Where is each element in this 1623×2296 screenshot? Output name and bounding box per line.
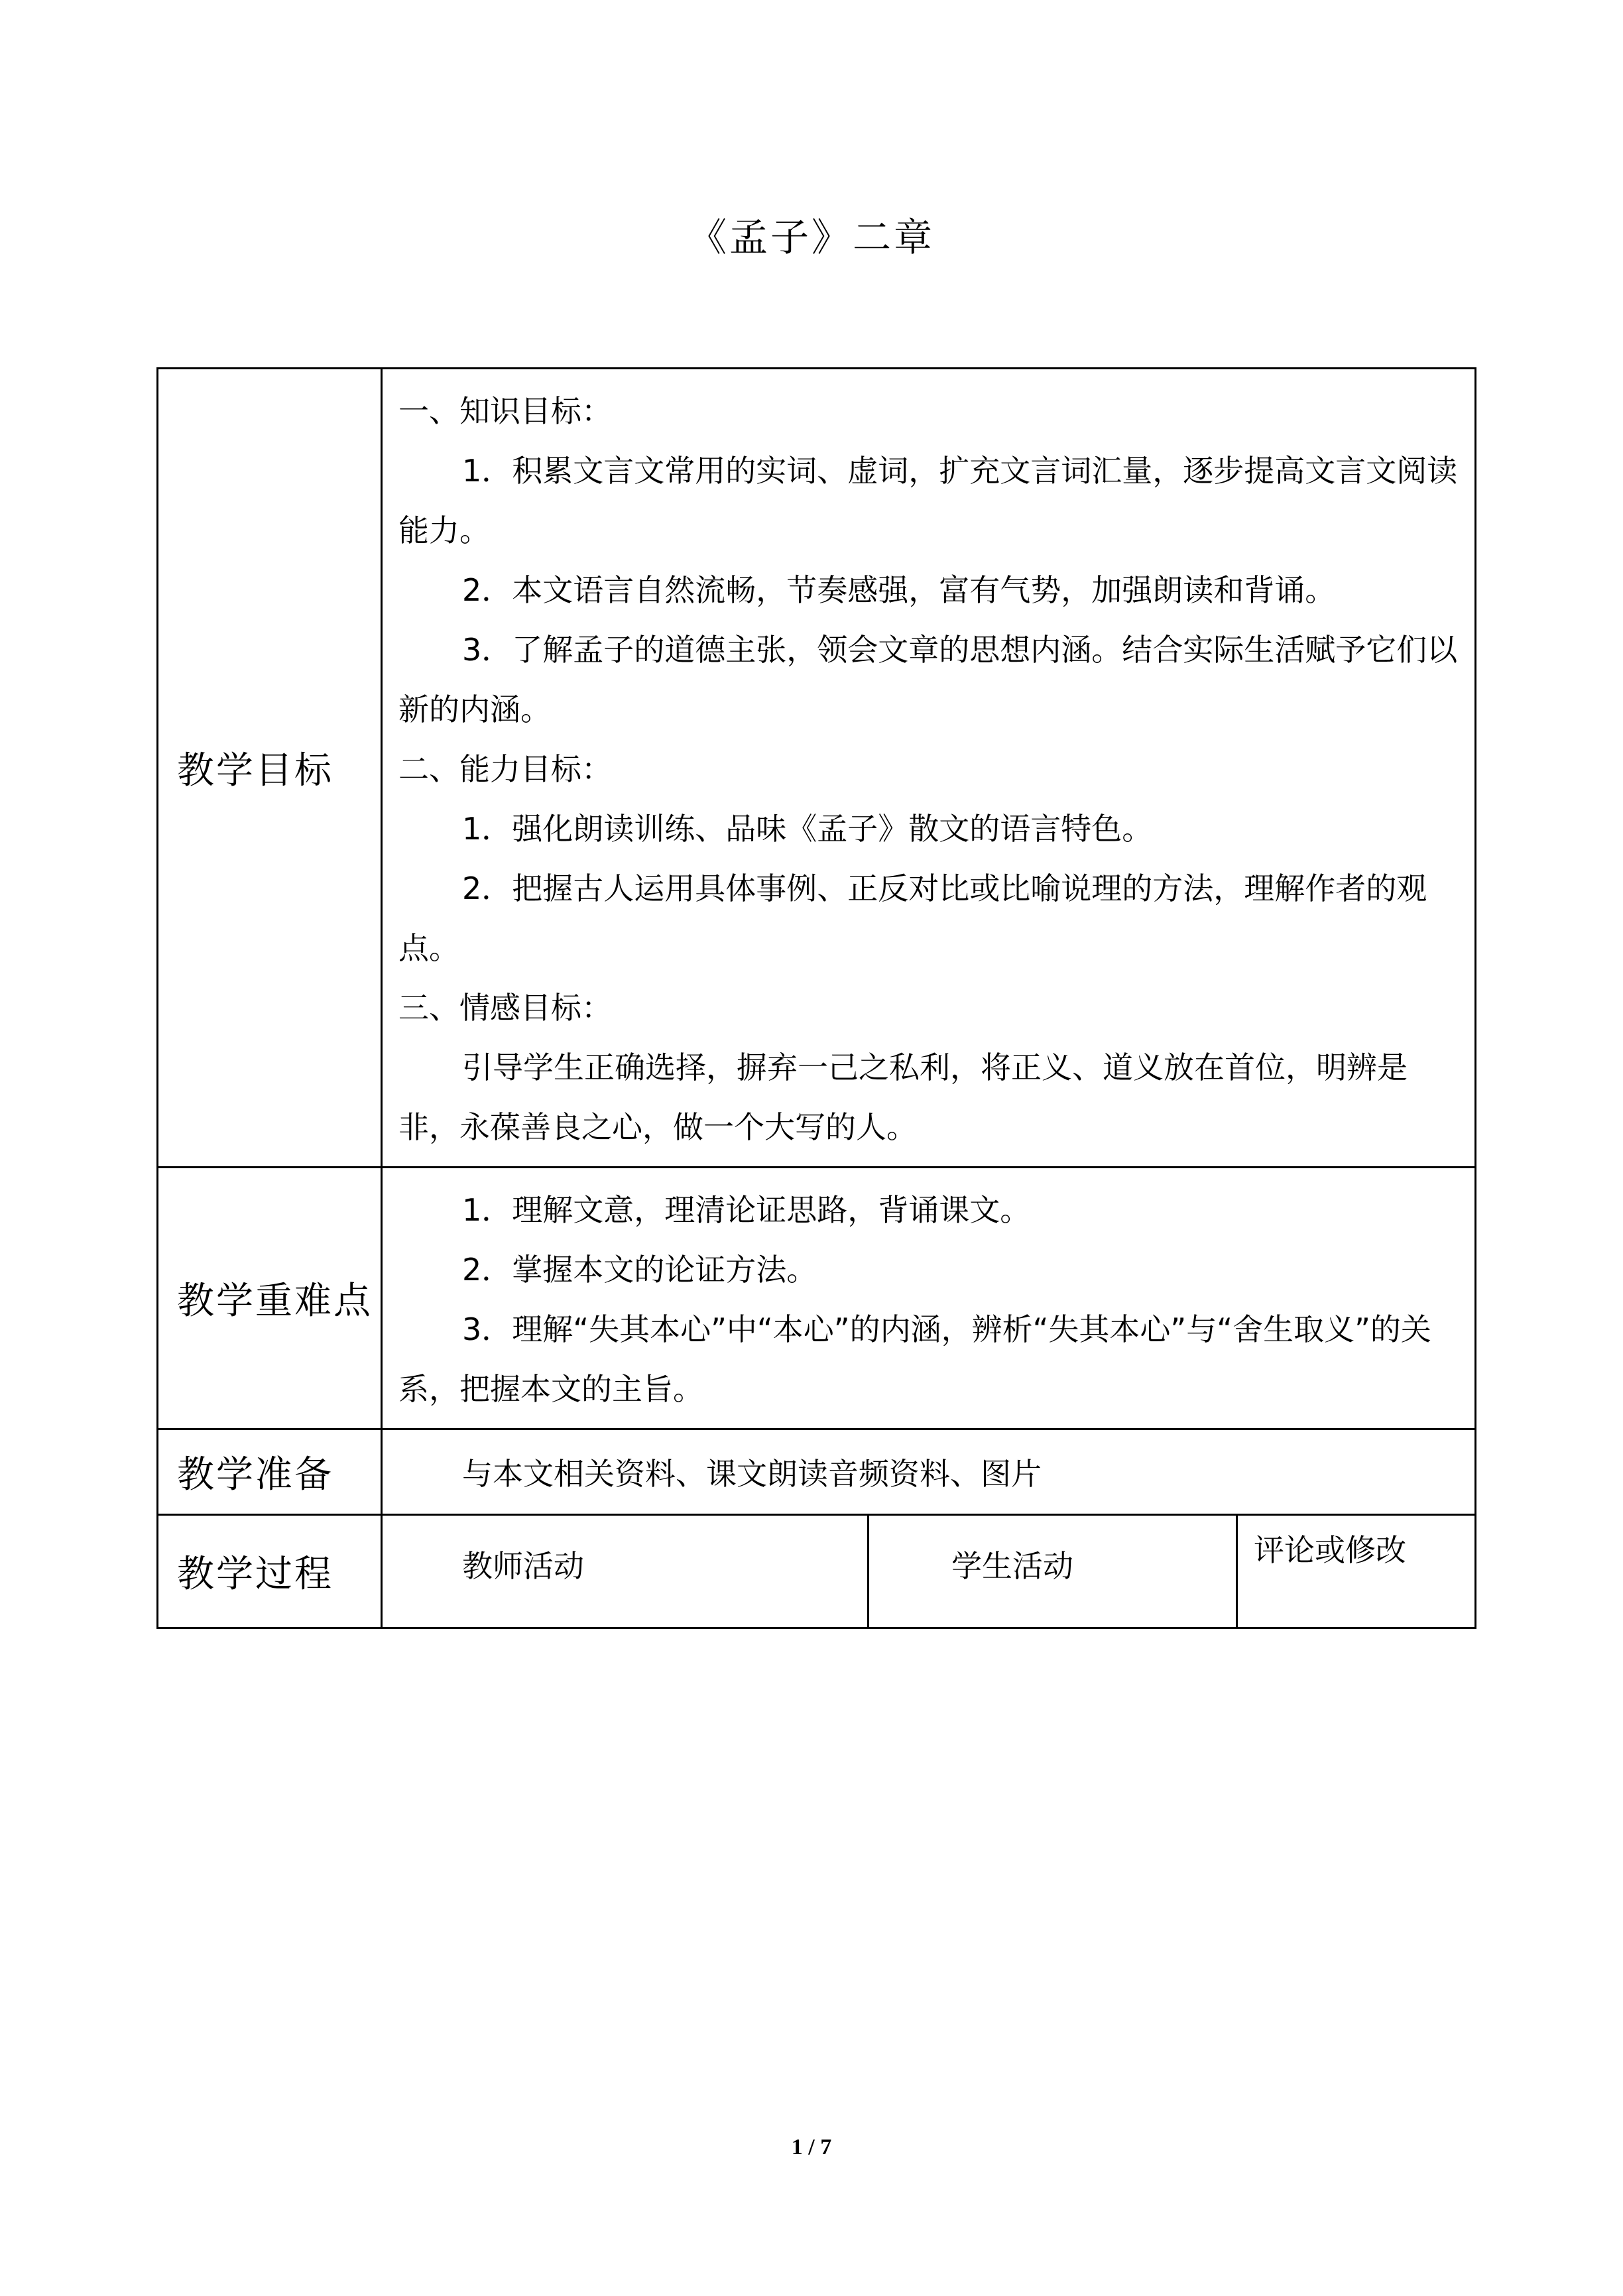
goals-line: 一、知识目标： xyxy=(398,393,612,429)
goals-line: 3．了解孟子的道德主张，领会文章的思想内涵。结合实际生活赋予它们以新的内涵。 xyxy=(398,632,1458,727)
page-number: 1 / 7 xyxy=(791,2135,832,2159)
goals-line: 1．强化朗读训练、品味《孟子》散文的语言特色。 xyxy=(462,811,1153,847)
review-header: 评论或修改 xyxy=(1237,1515,1476,1628)
key-point-line: 3．理解“失其本心”中“本心”的内涵，辨析“失其本心”与“舍生取义”的关系，把握本文的主旨。 xyxy=(398,1311,1431,1407)
goals-line: 2．把握古人运用具体事例、正反对比或比喻说理的方法，理解作者的观点。 xyxy=(398,871,1427,966)
goals-label: 教学目标 xyxy=(158,369,382,1168)
student-activity-header: 学生活动 xyxy=(869,1515,1237,1628)
key-points-row xyxy=(158,1168,1476,1429)
goals-row xyxy=(158,369,1476,1168)
process-label: 教学过程 xyxy=(158,1515,382,1628)
preparation-row xyxy=(158,1429,1476,1515)
preparation-label: 教学准备 xyxy=(158,1429,382,1515)
goals-line: 引导学生正确选择，摒弃一己之私利，将正义、道义放在首位，明辨是非，永葆善良之心，做一个大写的人。 xyxy=(398,1050,1408,1145)
key-points-label: 教学重难点 xyxy=(158,1168,382,1429)
key-point-line: 2．掌握本文的论证方法。 xyxy=(462,1252,817,1288)
page-title: 《孟子》二章 xyxy=(688,215,935,260)
goals-line: 2．本文语言自然流畅，节奏感强，富有气势，加强朗读和背诵。 xyxy=(462,572,1336,608)
goals-line: 三、情感目标： xyxy=(398,990,612,1026)
key-point-line: 1．理解文意，理清论证思路，背诵课文。 xyxy=(462,1192,1031,1228)
preparation-content: 与本文相关资料、课文朗读音频资料、图片 xyxy=(382,1429,1476,1515)
key-points-content xyxy=(382,1168,1476,1429)
goals-content xyxy=(382,369,1476,1168)
lesson-plan-table xyxy=(156,367,1476,1629)
goals-line: 二、能力目标： xyxy=(398,751,612,787)
goals-line: 1．积累文言文常用的实词、虚词，扩充文言词汇量，逐步提高文言文阅读能力。 xyxy=(398,453,1458,548)
process-row xyxy=(158,1515,1476,1628)
teacher-activity-header: 教师活动 xyxy=(382,1515,869,1628)
